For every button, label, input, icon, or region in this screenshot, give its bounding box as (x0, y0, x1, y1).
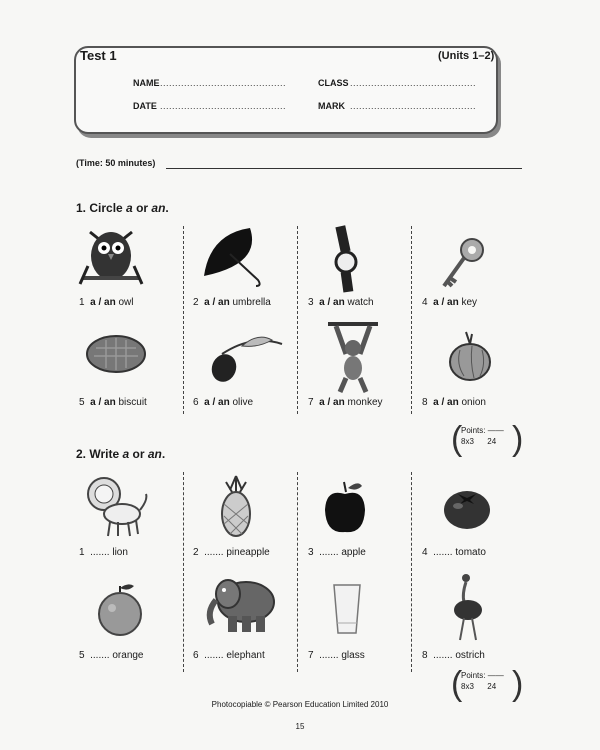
item-onion: 8 a / an onion (422, 397, 486, 408)
points-box: Points: —— 8x3 24 (461, 671, 504, 691)
points-bracket-right: ) (512, 665, 524, 703)
choice-a-an[interactable]: a / an (90, 397, 116, 408)
choice-a-an[interactable]: a / an (433, 397, 459, 408)
answer-blank[interactable]: ....... (90, 547, 110, 558)
header-box (74, 46, 498, 134)
class-field[interactable]: .......................................... (350, 78, 477, 88)
choice-a-an[interactable]: a / an (319, 397, 345, 408)
points-bracket-right: ) (512, 420, 524, 458)
mark-field[interactable]: .......................................... (350, 101, 477, 111)
item-umbrella: 2 a / an umbrella (193, 297, 271, 308)
name-field[interactable]: .......................................... (160, 78, 287, 88)
points-bracket-left: ( (451, 665, 463, 703)
answer-blank[interactable]: ....... (204, 650, 224, 661)
copyright-footer: Photocopiable © Pearson Education Limited 2010 (211, 700, 389, 709)
divider (297, 226, 298, 414)
onion-image (442, 330, 494, 382)
item-owl: 1 a / an owl (79, 297, 134, 308)
watch-image (328, 224, 368, 294)
apple-image (322, 478, 368, 536)
mark-label: MARK (318, 101, 345, 111)
ostrich-image (448, 572, 488, 644)
time-label: (Time: 50 minutes) (76, 158, 156, 168)
item-orange: 5 ....... orange (79, 650, 144, 661)
choice-a-an[interactable]: a / an (204, 297, 230, 308)
divider (411, 226, 412, 414)
divider (411, 472, 412, 672)
date-label: DATE (133, 101, 157, 111)
umbrella-image (200, 224, 272, 288)
item-key: 4 a / an key (422, 297, 478, 308)
divider (183, 226, 184, 414)
orange-image (96, 582, 144, 636)
item-biscuit: 5 a / an biscuit (79, 397, 147, 408)
item-pineapple: 2 ....... pineapple (193, 547, 270, 558)
answer-blank[interactable]: ....... (90, 650, 110, 661)
points-box: Points: —— 8x3 24 (461, 426, 504, 446)
monkey-image (328, 320, 378, 394)
page-number: 15 (295, 722, 305, 731)
item-watch: 3 a / an watch (308, 297, 374, 308)
date-field[interactable]: .......................................... (160, 101, 287, 111)
key-image (440, 236, 488, 292)
test-title: Test 1 (80, 48, 117, 63)
choice-a-an[interactable]: a / an (204, 397, 230, 408)
choice-a-an[interactable]: a / an (433, 297, 459, 308)
item-glass: 7 ....... glass (308, 650, 365, 661)
section2-title: 2. Write a or an. (76, 447, 166, 461)
answer-blank[interactable]: ....... (319, 547, 339, 558)
answer-blank[interactable]: ....... (433, 650, 453, 661)
item-ostrich: 8 ....... ostrich (422, 650, 485, 661)
pineapple-image (216, 476, 256, 538)
choice-a-an[interactable]: a / an (90, 297, 116, 308)
divider (183, 472, 184, 672)
lion-image (86, 476, 150, 538)
name-label: NAME (133, 78, 160, 88)
item-olive: 6 a / an olive (193, 397, 254, 408)
answer-blank[interactable]: ....... (319, 650, 339, 661)
tomato-image (442, 486, 492, 530)
item-monkey: 7 a / an monkey (308, 397, 383, 408)
answer-blank[interactable]: ....... (204, 547, 224, 558)
owl-image (78, 222, 144, 290)
points-bracket-left: ( (451, 420, 463, 458)
item-elephant: 6 ....... elephant (193, 650, 265, 661)
divider (297, 472, 298, 672)
time-line (166, 168, 522, 169)
glass-image (332, 583, 362, 635)
elephant-image (202, 572, 278, 636)
olive-image (202, 334, 284, 386)
choice-a-an[interactable]: a / an (319, 297, 345, 308)
biscuit-image (86, 334, 146, 374)
section1-title: 1. Circle a or an. (76, 201, 169, 215)
answer-blank[interactable]: ....... (433, 547, 453, 558)
class-label: CLASS (318, 78, 349, 88)
units-label: (Units 1–2) (438, 50, 495, 62)
item-lion: 1 ....... lion (79, 547, 128, 558)
item-tomato: 4 ....... tomato (422, 547, 486, 558)
item-apple: 3 ....... apple (308, 547, 366, 558)
